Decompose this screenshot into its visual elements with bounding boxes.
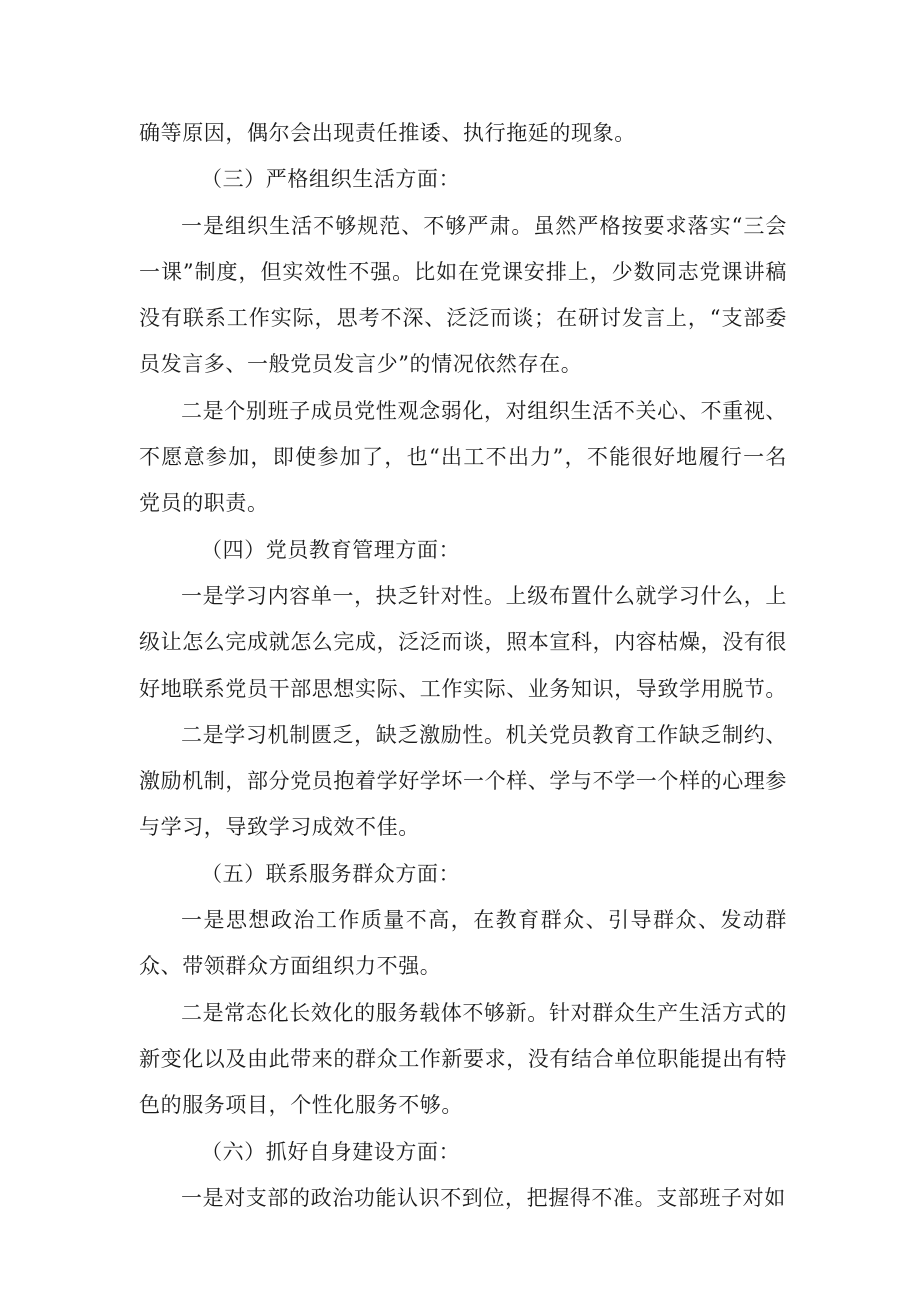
paragraph-continuation: 确等原因，偶尔会出现责任推诿、执行拖延的现象。	[139, 121, 636, 145]
paragraph: 一是思想政治工作质量不高，在教育群众、引导群众、发动群众、带领群众方面组织力不强。	[139, 908, 787, 979]
paragraph: 二是常态化长效化的服务载体不够新。针对群众生产生活方式的新变化以及由此带来的群众工作新要求，没有结合单位职能提出有特色的服务项目，个性化服务不够。	[139, 1000, 787, 1118]
paragraph: 一是学习内容单一，抉乏针对性。上级布置什么就学习什么，上级让怎么完成就怎么完成，泛泛而谈，照本宣科，内容枯燥，没有很好地联系党员干部思想实际、工作实际、业务知识，导致学用脱节。	[139, 583, 787, 701]
paragraph: 二是学习机制匮乏，缺乏激励性。机关党员教育工作缺乏制约、激励机制，部分党员抱着学好学坏一个样、学与不学一个样的心理参与学习，导致学习成效不佳。	[139, 722, 787, 840]
paragraph: 一是组织生活不够规范、不够严肃。虽然严格按要求落实“三会一课”制度，但实效性不强。比如在党课安排上，少数同志党课讲稿没有联系工作实际，思考不深、泛泛而谈；在研讨发言上，“支部委员发言多、一般党员发言少”的情况依然存在。	[139, 213, 787, 377]
section-heading-3: （三）严格组织生活方面：	[201, 167, 461, 192]
section-heading-6: （六）抓好自身建设方面：	[201, 1139, 461, 1164]
document-body	[139, 110, 787, 1221]
paragraph: 二是个别班子成员党性观念弱化，对组织生活不关心、不重视、不愿意参加，即使参加了，也“出工不出力”，不能很好地履行一名党员的职责。	[139, 398, 787, 516]
paragraph: 一是对支部的政治功能认识不到位，把握得不准。支部班子对如	[181, 1185, 786, 1210]
section-heading-5: （五）联系服务群众方面：	[201, 861, 461, 886]
section-heading-4: （四）党员教育管理方面：	[201, 537, 461, 562]
